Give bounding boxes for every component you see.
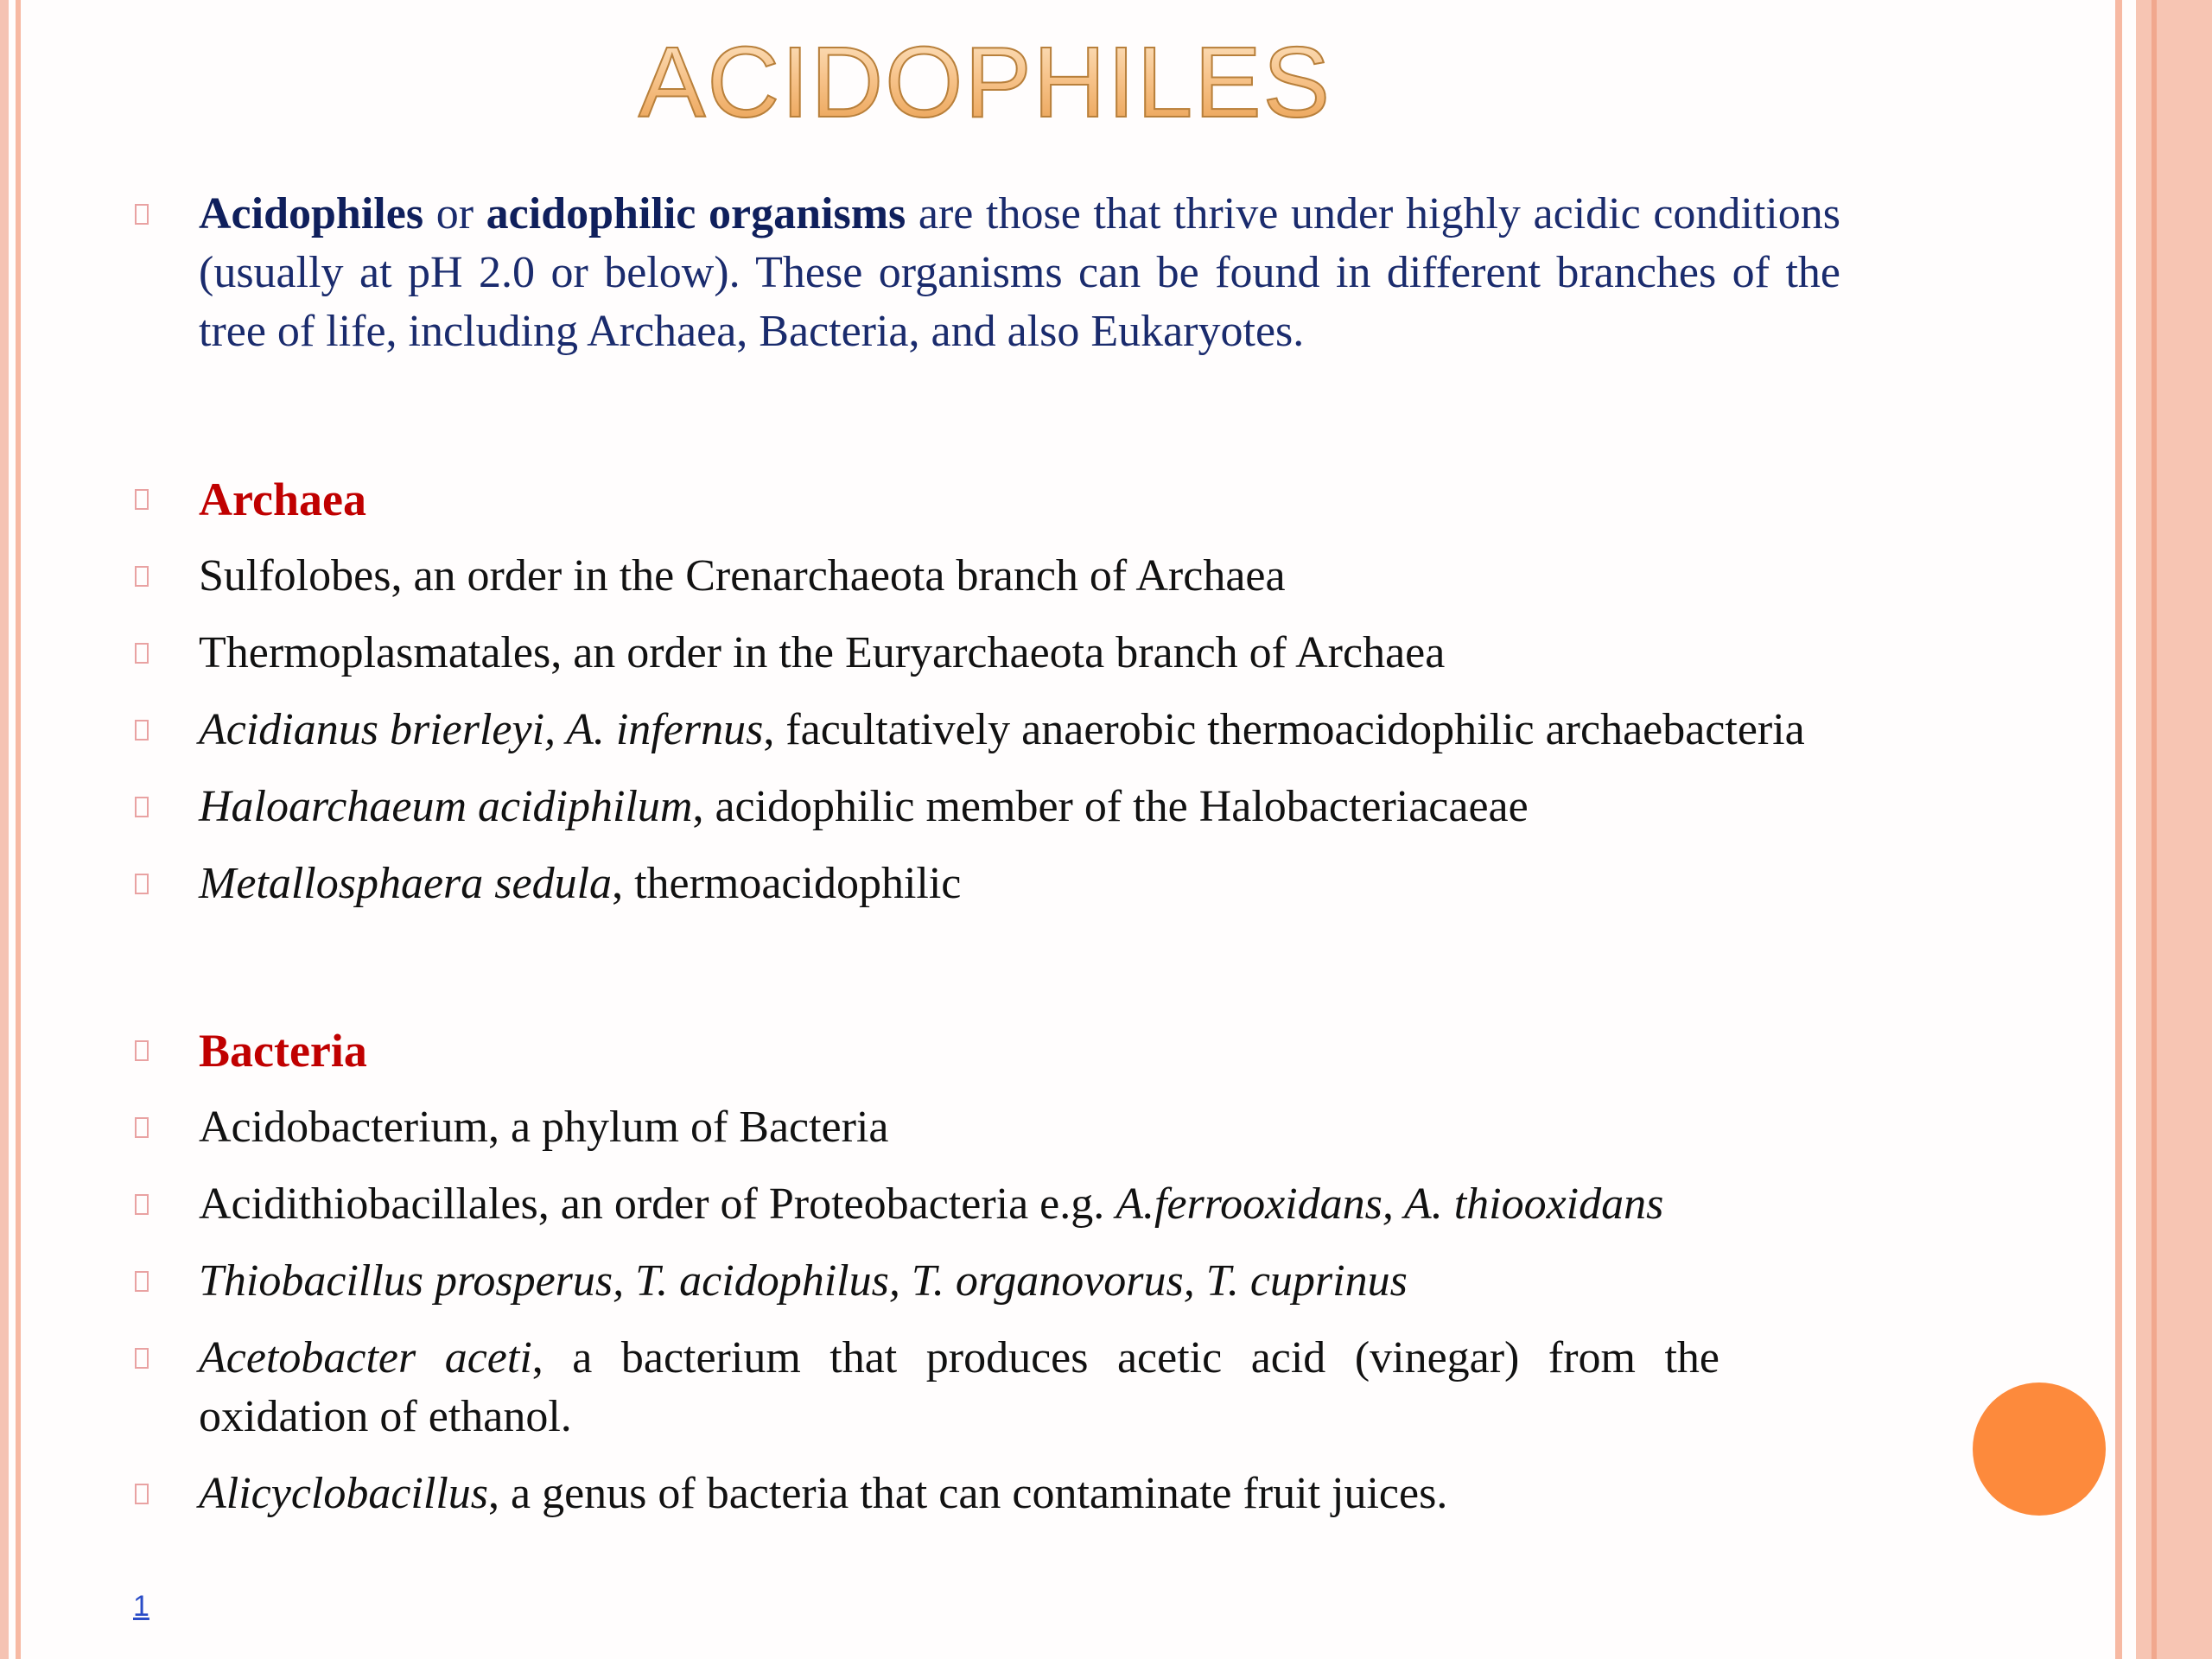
item-text: Acidobacterium, a phylum of Bacteria (199, 1103, 889, 1152)
bullet-icon (135, 204, 149, 225)
bullet-icon (135, 1271, 149, 1292)
list-item (130, 1098, 1840, 1157)
species-name: Acetobacter aceti (199, 1333, 532, 1382)
item-lead: Acidithiobacillales, an order of Proteobacteria e.g. (199, 1179, 1116, 1229)
list-item (130, 1465, 1840, 1523)
item-text (199, 701, 1840, 760)
bullet-icon (135, 1117, 149, 1138)
species-name: A.ferrooxidans, A. thiooxidans (1116, 1179, 1664, 1229)
item-text: Sulfolobes, an order in the Crenarchaeota branch of Archaea (199, 551, 1286, 601)
item-text (199, 1175, 1840, 1234)
item-text (199, 1252, 1840, 1311)
item-description: , acidophilic member of the Halobacteriacaeae (692, 782, 1529, 831)
bullet-icon (135, 797, 149, 817)
item-text (199, 855, 1840, 913)
bullet-icon (135, 1484, 149, 1504)
list-item (130, 547, 1840, 606)
item-text (199, 778, 1840, 836)
item-description: , facultatively anaerobic thermoacidophilic archaebacteria (763, 705, 1805, 754)
list-item (130, 855, 1840, 913)
species-name: Haloarchaeum acidiphilum (199, 782, 693, 831)
footnote-link[interactable]: 1 (133, 1590, 149, 1623)
list-item (130, 701, 1840, 760)
list-item (130, 624, 1840, 683)
item-description: , thermoacidophilic (612, 859, 962, 908)
bullet-icon (135, 1040, 149, 1061)
item-text: Thermoplasmatales, an order in the Euryarchaeota branch of Archaea (199, 628, 1446, 677)
term-acidophilic-organisms: acidophilic organisms (486, 189, 906, 238)
bacteria-heading: Bacteria (199, 1025, 367, 1077)
list-item (130, 1252, 1840, 1311)
left-border-decoration (0, 0, 9, 1659)
bullet-icon (135, 1194, 149, 1215)
list-item (130, 1175, 1840, 1234)
orange-circle-decoration (1973, 1382, 2106, 1516)
right-border-line (2115, 0, 2122, 1659)
species-name: Metallosphaera sedula (199, 859, 613, 908)
item-text (199, 1465, 1840, 1523)
item-description: , a bacterium that produces acetic acid (vinegar) from the oxidation of ethanol. (199, 1333, 1719, 1441)
bullet-icon (135, 566, 149, 587)
bullet-icon (135, 720, 149, 741)
bullet-icon (135, 1348, 149, 1369)
bullet-icon (135, 874, 149, 894)
archaea-heading-item (130, 470, 1840, 529)
list-item (130, 1329, 1840, 1446)
bullet-icon (135, 489, 149, 510)
left-border-line (16, 0, 21, 1659)
intro-rest: are those that thrive under highly acidic conditions (usually at pH 2.0 or below). These organisms can be found in different branches of the tree of life, including Archaea, Bacteria, and also Eukaryotes. (199, 189, 1840, 356)
right-border-strip (2152, 0, 2157, 1659)
bullet-icon (135, 643, 149, 664)
species-name: Acidianus brierleyi, A. infernus (199, 705, 764, 754)
item-description: , a genus of bacteria that can contaminate fruit juices. (488, 1469, 1448, 1518)
right-border-band (2136, 0, 2212, 1659)
slide-body (130, 185, 1840, 1541)
archaea-heading: Archaea (199, 474, 366, 525)
list-item (130, 778, 1840, 836)
species-name: Thiobacillus prosperus, T. acidophilus, T. organovorus, T. cuprinus (199, 1256, 1408, 1306)
species-name: Alicyclobacillus (199, 1469, 489, 1518)
item-text (199, 1329, 1719, 1446)
intro-bullet (130, 185, 1840, 361)
term-acidophiles: Acidophiles (199, 189, 424, 238)
slide-title: ACIDOPHILES (605, 26, 1365, 138)
bacteria-heading-item (130, 1021, 1840, 1080)
intro-text (199, 185, 1840, 361)
intro-connector: or (423, 189, 486, 238)
